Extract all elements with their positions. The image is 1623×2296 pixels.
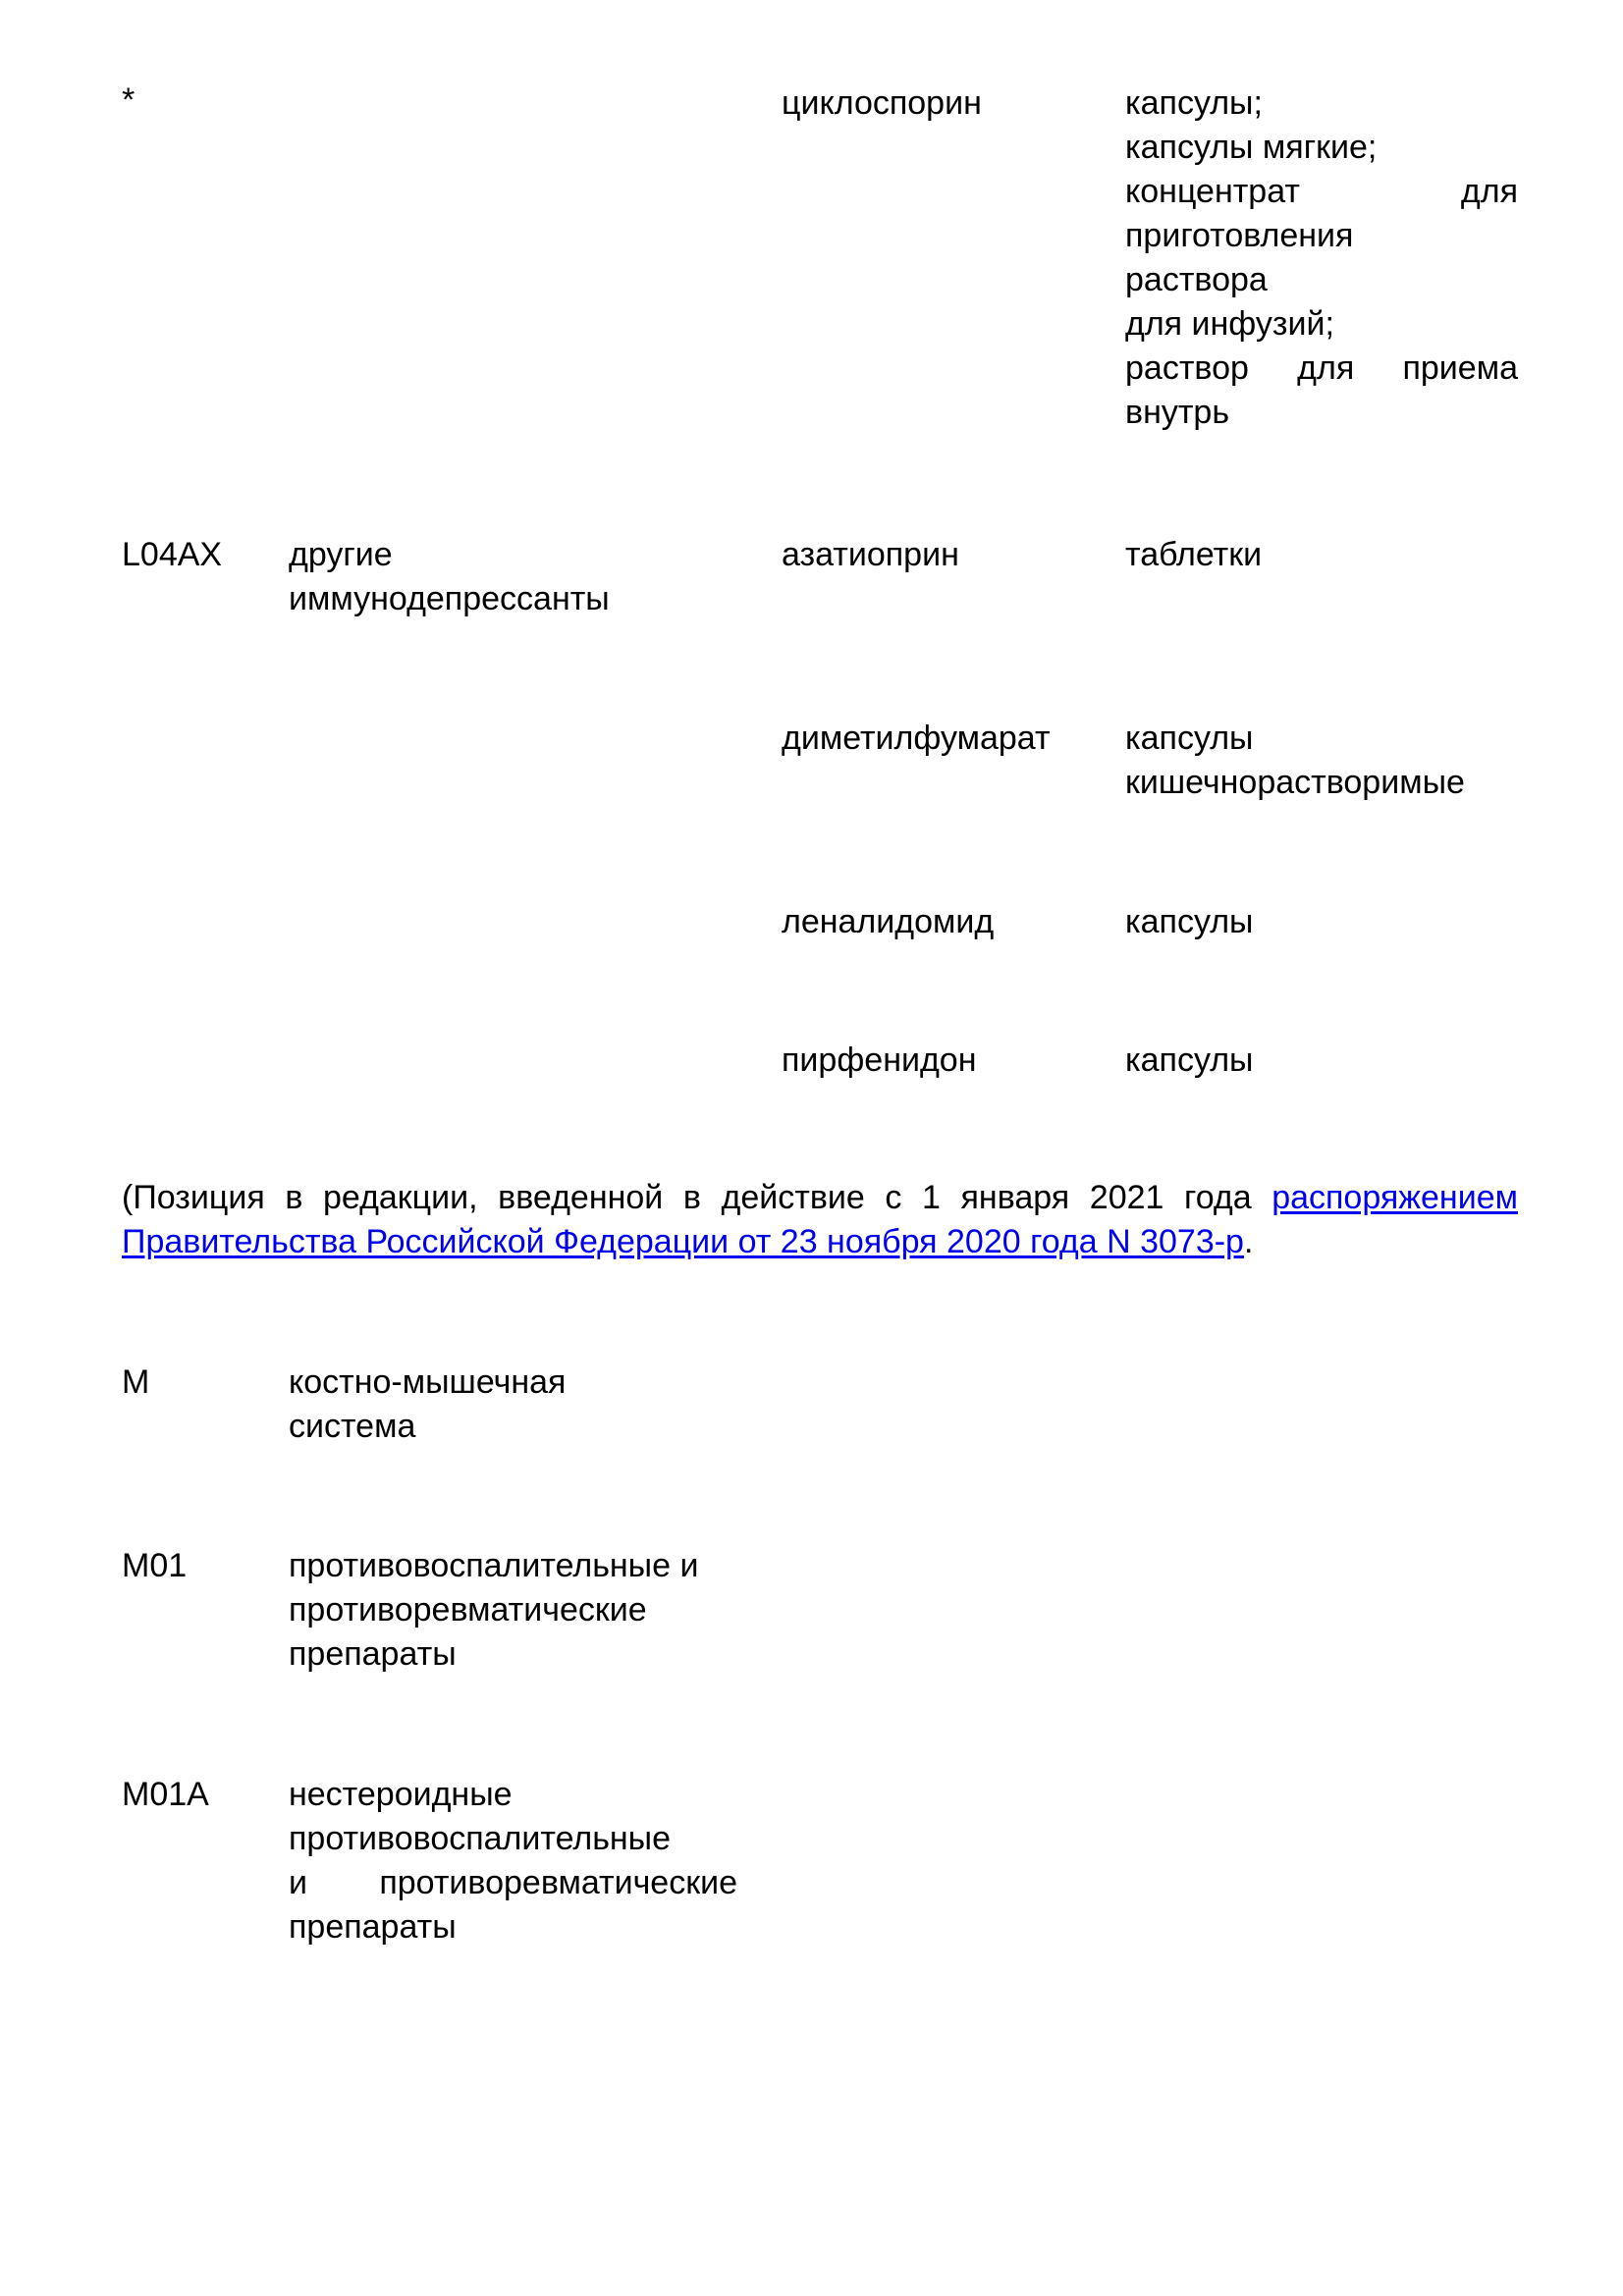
atc-group-line: противоревматические (289, 1591, 647, 1629)
dosage-form-line: кишечнорастворимые (1125, 764, 1465, 801)
atc-group-name (289, 533, 750, 621)
editorial-note-suffix: . (1243, 1223, 1254, 1260)
atc-group-line: другие (289, 536, 393, 573)
atc-group-line: препараты (289, 1908, 457, 1946)
regulation-link[interactable]: распоряжением Правительства Российской Федерации от 23 ноября 2020 года N 3073-р (122, 1179, 1518, 1260)
dosage-form-line: концентрат для (1125, 173, 1518, 210)
dosage-form-line: раствора (1125, 261, 1268, 298)
dosage-form-line: капсулы (1125, 720, 1254, 757)
editorial-note-text: (Позиция в редакции, введенной в действие с 1 января 2021 года (122, 1179, 1272, 1216)
atc-group-line: иммунодепрессанты (289, 580, 610, 617)
drug-name: диметилфумарат (782, 720, 1051, 757)
dosage-form-line: капсулы; (1125, 84, 1263, 122)
atc-group-line: противовоспалительные (289, 1820, 672, 1857)
dosage-forms-cell (1125, 533, 1518, 577)
atc-code: M01A (122, 1776, 209, 1813)
dosage-form-line: капсулы мягкие; (1125, 129, 1378, 166)
drug-name: леналидомид (782, 903, 995, 940)
dosage-form-line: внутрь (1125, 394, 1230, 431)
atc-group-name (289, 1544, 750, 1677)
dosage-form-line: таблетки (1125, 536, 1263, 573)
dosage-forms-cell (1125, 717, 1518, 805)
atc-group-line: противовоспалительные и (289, 1547, 699, 1584)
dosage-form-line: раствор для приема (1125, 349, 1518, 387)
atc-code: M (122, 1363, 150, 1401)
drug-name: пирфенидон (782, 1041, 977, 1079)
dosage-form-line: для инфузий; (1125, 305, 1334, 343)
dosage-forms-cell (1125, 1039, 1518, 1083)
dosage-form-line: приготовления (1125, 217, 1354, 254)
drug-name: азатиоприн (782, 536, 959, 573)
atc-code-cell: * (122, 81, 135, 119)
drug-name: циклоспорин (782, 84, 982, 122)
atc-code: L04AX (122, 536, 223, 573)
atc-group-line: костно-мышечная (289, 1363, 567, 1401)
atc-code: M01 (122, 1547, 188, 1584)
atc-group-line: нестероидные (289, 1776, 513, 1813)
dosage-form-line: капсулы (1125, 903, 1254, 940)
atc-group-line: и противоревматические (289, 1864, 737, 1901)
dosage-form-line: капсулы (1125, 1041, 1254, 1079)
atc-group-line: препараты (289, 1635, 457, 1673)
atc-group-line: система (289, 1408, 416, 1445)
editorial-note (122, 1176, 1518, 1264)
atc-group-name (289, 1773, 737, 1949)
atc-group-name (289, 1361, 750, 1449)
dosage-forms-cell (1125, 900, 1518, 944)
dosage-forms-cell (1125, 81, 1518, 435)
